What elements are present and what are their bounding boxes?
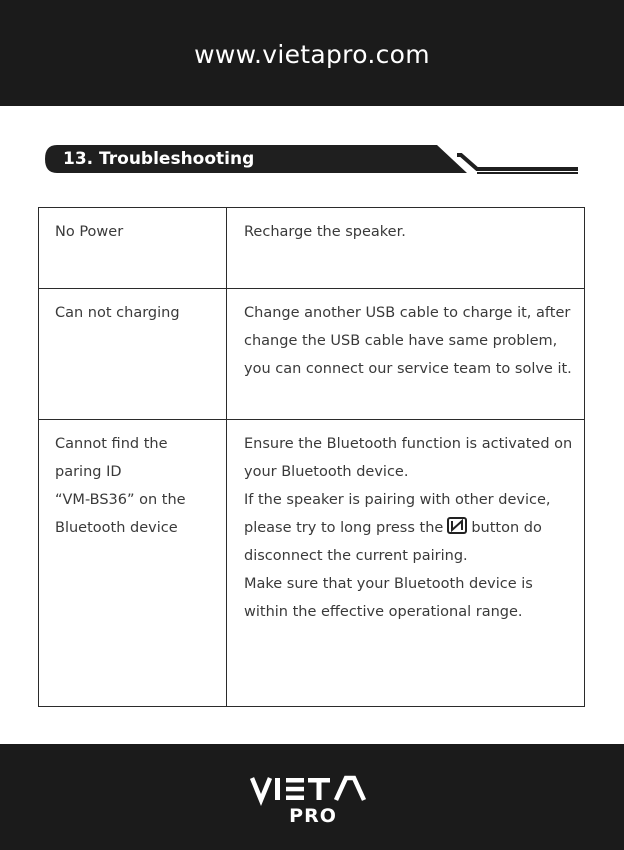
solution-text: you can connect our service team to solve it. <box>244 361 572 377</box>
bluetooth-pair-button-icon <box>447 517 467 534</box>
table-row <box>39 208 585 289</box>
problem-cell <box>39 289 227 420</box>
solution-text: Change another USB cable to charge it, after <box>244 305 571 321</box>
solution-text: your Bluetooth device. <box>244 464 409 480</box>
vieta-pro-logo <box>250 774 376 826</box>
solution-text: within the effective operational range. <box>244 604 523 620</box>
problem-text: paring ID <box>55 464 122 480</box>
solution-text-with-icon <box>244 514 584 542</box>
svg-text:PRO: PRO <box>289 805 337 826</box>
problem-text: Can not charging <box>55 305 180 321</box>
problem-text: Cannot find the <box>55 436 168 452</box>
solution-text: Recharge the speaker. <box>244 224 406 240</box>
solution-text: Ensure the Bluetooth function is activated on <box>244 436 573 452</box>
top-bar <box>0 0 624 106</box>
solution-text: disconnect the current pairing. <box>244 548 468 564</box>
problem-text: No Power <box>55 224 124 240</box>
problem-cell <box>39 208 227 289</box>
problem-cell <box>39 420 227 707</box>
problem-text: Bluetooth device <box>55 520 178 536</box>
website-url: www.vietapro.com <box>194 40 430 69</box>
solution-text: change the USB cable have same problem, <box>244 333 558 349</box>
solution-text: button do <box>471 520 542 536</box>
solution-cell <box>227 289 585 420</box>
solution-cell <box>227 420 585 707</box>
table-row <box>39 420 585 707</box>
section-header <box>45 143 580 179</box>
problem-text: “VM-BS36” on the <box>55 492 186 508</box>
table-row <box>39 289 585 420</box>
solution-text: If the speaker is pairing with other device, <box>244 492 551 508</box>
solution-cell <box>227 208 585 289</box>
solution-text: Make sure that your Bluetooth device is <box>244 576 533 592</box>
solution-text: please try to long press the <box>244 520 444 536</box>
troubleshooting-table <box>38 207 585 707</box>
section-title: 13. Troubleshooting <box>63 149 255 169</box>
